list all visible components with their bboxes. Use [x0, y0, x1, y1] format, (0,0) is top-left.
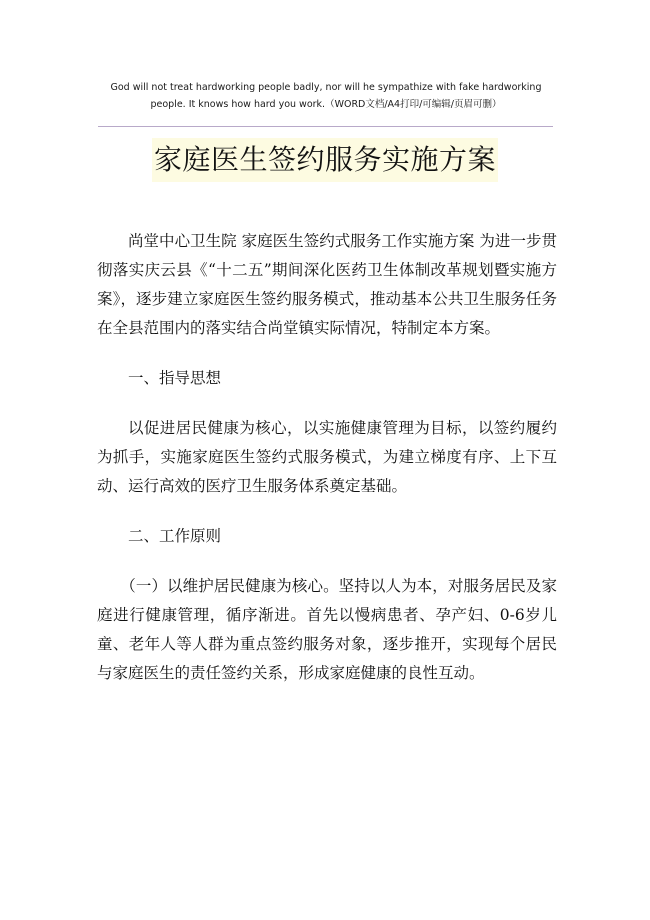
work-principle-item-1: （一）以维护居民健康为核心。坚持以人为本，对服务居民及家庭进行健康管理，循序渐进。首先以慢病患者、孕产妇、0-6岁儿童、老年人等人群为重点签约服务对象，逐步推开，实现每个居民与家庭医生的责任签约关系，形成家庭健康的良性互动。: [97, 577, 557, 682]
title-container: [0, 138, 650, 182]
page-header-note: God will not treat hardworking people badly, nor will he sympathize with fake hardworking people. It knows how hard you work.（WORD文档/A4打印/可编辑/页眉可删）: [110, 82, 542, 110]
section-heading-work-principles: 二、工作原则: [128, 527, 222, 545]
intro-paragraph: 尚堂中心卫生院 家庭医生签约式服务工作实施方案 为进一步贯彻落实庆云县《“十二五”期间深化医药卫生体制改革规划暨实施方案》，逐步建立家庭医生签约服务模式，推动基本公共卫生服务任务在全县范围内的落实结合尚堂镇实际情况，特制定本方案。: [97, 232, 557, 337]
guiding-ideology-paragraph: 以促进居民健康为核心，以实施健康管理为目标，以签约履约为抓手，实施家庭医生签约式服务模式，为建立梯度有序、上下互动、运行高效的医疗卫生服务体系奠定基础。: [97, 419, 557, 495]
header-divider: [98, 126, 553, 127]
document-title: 家庭医生签约服务实施方案: [152, 138, 498, 182]
document-body: [97, 227, 557, 709]
section-heading-guiding-ideology: 一、指导思想: [128, 369, 222, 387]
